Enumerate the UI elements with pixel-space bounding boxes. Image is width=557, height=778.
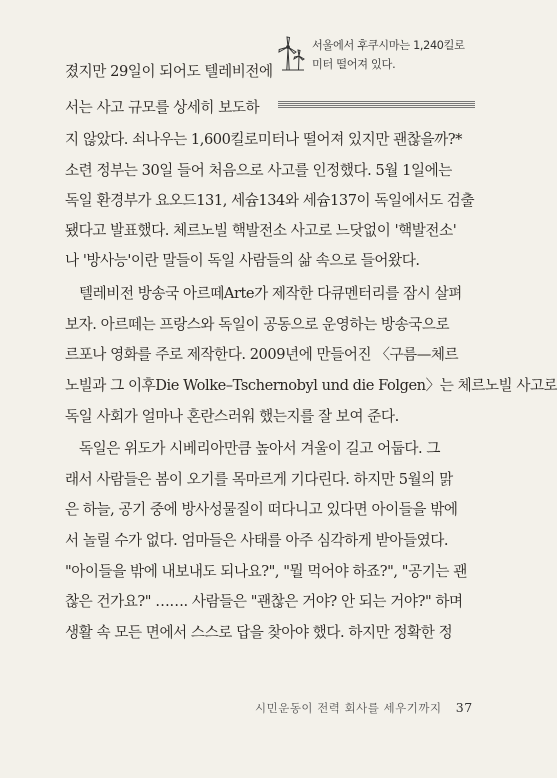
body-line: 나 '방사능'이란 말들이 독일 사람들의 삶 속으로 들어왔다. [65, 252, 420, 269]
running-title: 시민운동이 전력 회사를 세우기까지 [255, 701, 442, 715]
body-line: 르포나 영화를 주로 제작한다. 2009년에 만들어진 〈구름—체르 [65, 346, 459, 363]
body-line: 독일 환경부가 요오드131, 세슘134와 세슘137이 독일에서도 검출 [65, 192, 475, 209]
body-line: 텔레비전 방송국 아르떼Arte가 제작한 다큐멘터리를 잠시 살펴 [79, 285, 462, 302]
sidenote-line-2: 미터 떨어져 있다. [312, 58, 396, 71]
body-line: 졌지만 29일이 되어도 텔레비전에 [65, 63, 273, 80]
body-line: 생활 속 모든 면에서 스스로 답을 찾아야 했다. 하지만 정확한 정 [65, 624, 453, 641]
body-line: 지 않았다. 쇠나우는 1,600킬로미터나 떨어져 있지만 괜찮을까?* [65, 131, 462, 148]
body-line: 독일 사회가 얼마나 혼란스러워 했는지를 잘 보여 준다. [65, 408, 399, 425]
body-line: 서 놀릴 수가 없다. 엄마들은 사태를 아주 심각하게 받아들였다. [65, 532, 449, 549]
body-line: 찮은 건가요?" ……. 사람들은 "괜찮은 거야? 안 되는 거야?" 하며 [65, 593, 463, 610]
page-footer [255, 700, 473, 716]
body-line: 서는 사고 규모를 상세히 보도하 [65, 99, 260, 116]
body-line: 소련 정부는 30일 들어 처음으로 사고를 인정했다. 5월 1일에는 [65, 162, 452, 179]
body-line: 독일은 위도가 시베리아만큼 높아서 겨울이 길고 어둡다. 그 [79, 440, 441, 457]
sidenote [278, 36, 478, 74]
body-line: 래서 사람들은 봄이 오기를 목마르게 기다린다. 하지만 5월의 맑 [65, 471, 453, 488]
body-line: 노빌과 그 이후Die Wolke–Tschernobyl und die Folgen〉는 체르노빌 사고로 [65, 377, 557, 394]
body-line: 됐다고 발표했다. 체르노빌 핵발전소 사고로 느닷없이 '핵발전소' [65, 222, 457, 239]
sidenote-text [312, 36, 465, 74]
wind-turbine-icon [278, 36, 306, 72]
body-line: 보자. 아르떼는 프랑스와 독일이 공동으로 운영하는 방송국으로 [65, 316, 450, 333]
sidenote-line-1: 서울에서 후쿠시마는 1,240킬로 [312, 39, 465, 52]
body-line: 은 하늘, 공기 중에 방사성물질이 떠다니고 있다면 아이들을 밖에 [65, 501, 458, 518]
sidenote-rule [278, 101, 475, 108]
body-line: "아이들을 밖에 내보내도 되나요?", "뭘 먹어야 하죠?", "공기는 괜 [65, 563, 467, 580]
page-number: 37 [455, 700, 473, 715]
